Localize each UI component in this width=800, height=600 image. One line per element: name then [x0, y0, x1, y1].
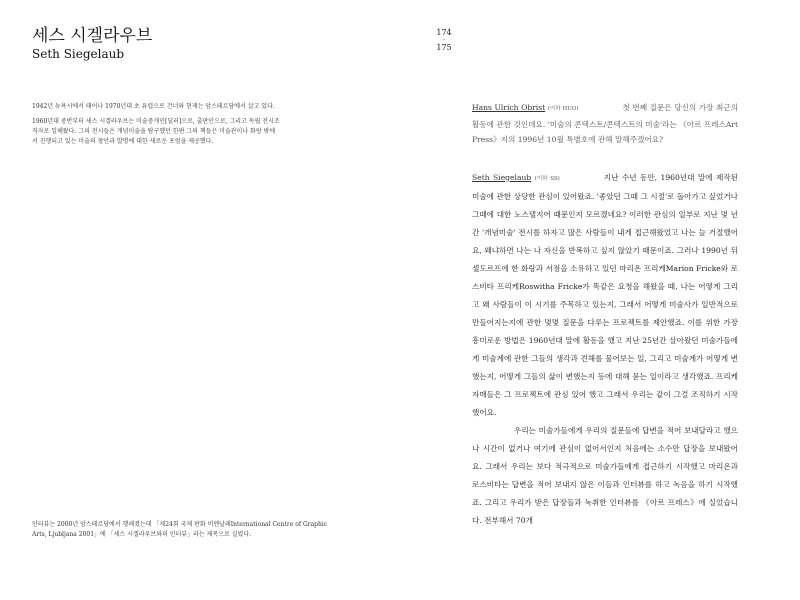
chapter-title-english: Seth Siegelaub [32, 47, 125, 61]
question-text: 첫 번째 질문은 당신의 가장 최근의 활동에 관한 것인데요. '미술의 콘텍스트/콘텍스트의 미술'라는 《아르 프레스Art Press》지의 1996년 10월 특별호에 관해 말해주겠어요? [472, 103, 739, 144]
author-bio [32, 102, 280, 152]
interview-answer [472, 169, 738, 530]
interview-source-note [32, 520, 332, 540]
answer-paragraph-1 [472, 169, 738, 422]
bio-paragraph-2: 1960년대 중반부터 세스 시겔라우브는 미술중개인[딜러]으로, 출판인으로, 그리고 독립 전시조직자로 일해왔다. 그의 전시들은 개념미술을 탐구했던 한편 그의 책들은 미술관이나 화랑 밖에서 진행되고 있는 미술의 창안과 발명에 대한 새로운 포럼을 제공했다. [32, 118, 280, 145]
page-number-left: 174 [436, 28, 452, 37]
question-paragraph [472, 100, 738, 147]
question-speaker-name: Hans Ulrich Obrist [472, 103, 546, 112]
answer-speaker-tag: (이하 SS) [534, 176, 560, 182]
bio-paragraph-1: 1942년 뉴욕시에서 태어나 1970년대 초 유럽으로 건너와 현재는 암스테르담에서 살고 있다. [32, 103, 275, 110]
page-number-separator: - [442, 36, 446, 43]
source-note-text: 인터뷰는 2000년 암스테르담에서 행해졌는데 「제24회 국제 판화 비엔날레International Centre of Graphic Arts, Ljubljana 2001」에 「세스 시겔라우브와의 인터뷰」라는 제목으로 실렸다. [32, 521, 328, 538]
question-speaker-tag: (이하 HUO) [547, 106, 579, 112]
answer-text-1: 지난 수년 동안, 1960년대 말에 제작된 미술에 관한 상당한 관심이 있어왔죠. '좋았던 그때 그 시절'로 돌아가고 싶었거나 그때에 대한 노스탤지어 때문인지 모르겠네요? 이러한 관심의 일부로 지난 몇 년간 '개념미술' 전시를 하자고 많은 사람들이 내게 접근해왔었고 나는 늘 거절했어요, 왜냐하면 나는 나 자신을 반복하고 싶지 않았기 때문이죠. 그러나 1990년 뒤셀도르프에 한 화랑과 서점을 소유하고 있던 마리온 프리케Marion Fricke와 로스비타 프리케Roswitha Fricke가 똑같은 요청을 해왔을 때, 나는 어떻게 그리고 왜 사람들이 이 시기를 주목하고 있는지, 그래서 어떻게 미술사가 일반적으로 만들어지는지에 관한 몇몇 질문을 다루는 프로젝트를 제안했죠. 이를 위한 가장 흥미로운 방법은 1960년대 말에 활동을 했고 지난 25년간 살아왔던 미술가들에게 미술계에 관한 그들의 생각과 견해를 물어보는 일, 그리고 미술계가 어떻게 변했는지, 어떻게 그들의 삶이 변했는지 등에 대해 묻는 일이라고 생각했죠. 프리케 자매들은 그 프로젝트에 관심 있어 했고 그래서 우리는 같이 그걸 조직하기 시작했어요. [472, 173, 738, 417]
answer-paragraph-2: 우리는 미술가들에게 우리의 질문들에 답변을 적어 보내달라고 했으나 시간이 없거나 여기에 관심이 없어서인지 처음에는 소수만 답장을 보내왔어요. 그래서 우리는 보다 적극적으로 미술가들에게 접근하기 시작했고 마리온과 로스비타는 답변을 적어 보내지 않은 이들과 인터뷰를 하고 녹음을 하기 시작했죠. 그리고 우리가 받은 답장들과 녹취한 인터뷰를 《아르 프레스》에 실었습니다. 전부해서 70개 [472, 426, 738, 525]
chapter-title-korean: 세스 시겔라우브 [32, 26, 153, 46]
page-number-right: 175 [436, 43, 452, 52]
answer-speaker-name: Seth Siegelaub [472, 173, 532, 182]
interview-question [472, 100, 738, 147]
